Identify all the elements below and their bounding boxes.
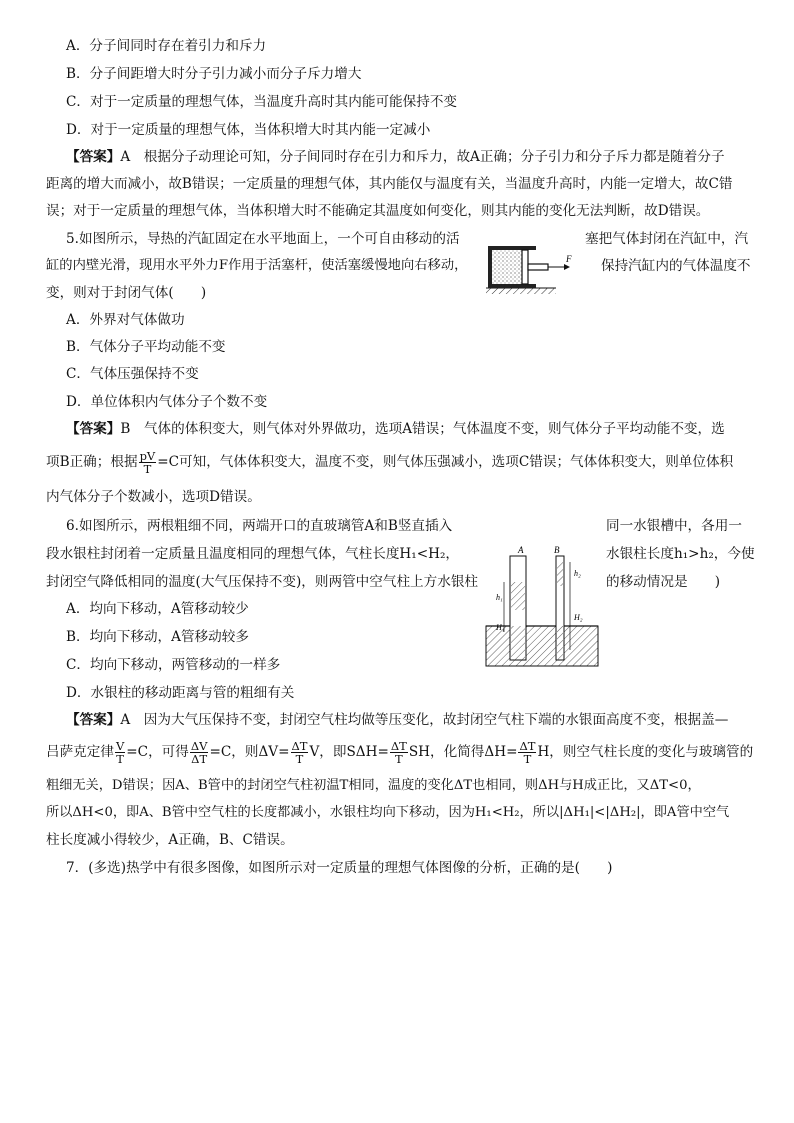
q6-frac-2 — [190, 740, 209, 765]
q6-a2-t5: SH，化简得ΔH= — [408, 744, 518, 760]
tube-a-mercury-column — [511, 582, 525, 610]
frac-den: T — [143, 462, 152, 476]
frac-den: ΔT — [191, 752, 208, 766]
frac-den: T — [116, 752, 124, 766]
q4-option-d: D．对于一定质量的理想气体，当体积增大时其内能一定减小 — [66, 122, 431, 138]
q6-answer-line-2 — [46, 740, 753, 765]
q5-option-a: A．外界对气体做功 — [66, 312, 185, 328]
frac-num: ΔV — [190, 739, 208, 753]
q5-answer-text-2a: 项B正确；根据 — [46, 454, 138, 470]
q4-answer-line-1 — [66, 147, 725, 167]
frac-den: T — [395, 752, 403, 766]
q4-answer-line-3: 误；对于一定质量的理想气体，当体积增大时不能确定其温度如何变化，则其内能的变化无法判断，故D错误。 — [46, 203, 710, 219]
q6-a2-t4: V，即SΔH= — [309, 744, 389, 760]
frac-num: ΔT — [390, 739, 407, 753]
q5-option-d: D．单位体积内气体分子个数不变 — [66, 394, 268, 410]
q5-fraction-pv-t — [139, 450, 157, 475]
frac-num: V — [115, 739, 125, 753]
frac-num: ΔT — [519, 739, 536, 753]
q5-stem-line-1: 5.如图所示，导热的汽缸固定在水平地面上，一个可自由移动的活 — [66, 231, 460, 247]
q6-stem-line-3: 封闭空气降低相同的温度(大气压保持不变)，则两管中空气柱上方水银柱 — [46, 574, 479, 590]
q6-stem-right-1: 同一水银槽中，各用一 — [606, 518, 742, 534]
q6-stem-line-1: 6.如图所示，两根粗细不同，两端开口的直玻璃管A和B竖直插入 — [66, 518, 453, 534]
q5-answer-text-1: B 气体的体积变大，则气体对外界做功，选项A错误；气体温度不变，则气体分子平均动能不变，选 — [120, 421, 725, 437]
ground-hatch — [486, 288, 556, 294]
h2-label: h₂ — [574, 569, 581, 578]
q6-option-a: A．均向下移动，A管移动较少 — [66, 601, 249, 617]
q6-stem-right-3: 的移动情况是 ) — [606, 574, 721, 590]
q6-answer-tag: 【答案】 — [66, 712, 121, 728]
force-label: F — [566, 254, 572, 264]
q6-answer-line-5: 柱长度减小得较少，A正确，B、C错误。 — [46, 832, 294, 848]
q4-option-b: B．分子间距增大时分子引力减小而分子斥力增大 — [66, 66, 362, 82]
q5-option-c: C．气体压强保持不变 — [66, 366, 199, 382]
q5-stem-line-3: 变，则对于封闭气体( ) — [46, 285, 207, 301]
H2-label: H₂ — [574, 613, 583, 622]
H1-label: H₁ — [496, 623, 505, 632]
q5-answer-line-3: 内气体分子个数减小，选项D错误。 — [46, 489, 261, 505]
q5-stem-right-1: 塞把气体封闭在汽缸中，汽 — [585, 231, 749, 247]
q6-option-d: D．水银柱的移动距离与管的粗细有关 — [66, 685, 295, 701]
q6-a2-t1: 吕萨克定律 — [46, 744, 114, 760]
q5-cylinder-figure — [482, 240, 582, 300]
q6-option-c: C．均向下移动，两管移动的一样多 — [66, 657, 281, 673]
q6-frac-1 — [115, 740, 125, 765]
q5-option-b: B．气体分子平均动能不变 — [66, 339, 226, 355]
q6-stem-right-2: 水银柱长度h₁>h₂，今使 — [606, 546, 755, 562]
tube-b-label: B — [554, 545, 560, 555]
q5-stem-line-2: 缸的内壁光滑，现用水平外力F作用于活塞杆，使活塞缓慢地向右移动， — [46, 258, 468, 273]
q5-answer-text-2b: =C可知，气体体积变大，温度不变，则气体压强减小，选项C错误；气体体积变大，则单位体积 — [157, 454, 734, 470]
q6-tubes-figure — [484, 542, 604, 670]
frac-den: T — [523, 752, 532, 766]
q5-stem-right-2: 保持汽缸内的气体温度不 — [601, 258, 751, 274]
tube-b-mercury-column — [557, 562, 563, 586]
q5-answer-line-1 — [66, 419, 725, 439]
gas-region — [492, 250, 522, 284]
q6-a2-t2: =C，可得 — [126, 744, 189, 760]
frac-den: T — [295, 752, 304, 766]
q6-answer-line-3: 粗细无关，D错误；因A、B管中的封闭空气柱初温T相同，温度的变化ΔT也相同，则ΔH与H成正比，又ΔT<0， — [46, 778, 701, 793]
q7-stem: 7．(多选)热学中有很多图像，如图所示对一定质量的理想气体图像的分析，正确的是( ) — [66, 860, 613, 876]
piston — [522, 250, 528, 284]
mercury-trough — [486, 626, 598, 666]
q6-option-b: B．均向下移动，A管移动较多 — [66, 629, 249, 645]
q4-answer-line-2: 距离的增大而减小，故B错误；一定质量的理想气体，其内能仅与温度有关，当温度升高时，内能一定增大，故C错 — [46, 176, 733, 192]
q6-a2-t3: =C，则ΔV= — [209, 744, 290, 760]
h1-label: h₁ — [496, 593, 503, 602]
q6-a2-t6: H，则空气柱长度的变化与玻璃管的 — [537, 744, 754, 760]
frac-num: ΔT — [291, 739, 308, 753]
q6-stem-line-2: 段水银柱封闭着一定质量且温度相同的理想气体，气柱长度H₁<H₂， — [46, 546, 460, 562]
frac-num: pV — [139, 449, 156, 463]
q4-answer-tag: 【答案】 — [66, 149, 121, 165]
q5-answer-tag: 【答案】 — [66, 421, 121, 437]
q6-answer-line-1 — [66, 710, 728, 730]
q4-answer-text-1: A 根据分子动理论可知，分子间同时存在引力和斥力，故A正确；分子引力和分子斥力都是随着分子 — [120, 149, 725, 165]
tube-a-label: A — [518, 545, 524, 555]
q6-frac-5 — [518, 740, 536, 765]
q6-frac-3 — [291, 740, 309, 765]
q4-option-c: C．对于一定质量的理想气体，当温度升高时其内能可能保持不变 — [66, 94, 458, 110]
q5-answer-line-2 — [46, 450, 733, 475]
q6-answer-line-4: 所以ΔH<0，即A、B管中空气柱的长度都减小，水银柱均向下移动，因为H₁<H₂，所以|ΔH₁|<|ΔH₂|，即A管中空气 — [46, 805, 730, 820]
q4-option-a: A．分子间同时存在着引力和斥力 — [66, 38, 267, 54]
q6-frac-4 — [390, 740, 408, 765]
q6-answer-text-1: A 因为大气压保持不变，封闭空气柱均做等压变化，故封闭空气柱下端的水银面高度不变，根据盖— — [120, 712, 729, 728]
